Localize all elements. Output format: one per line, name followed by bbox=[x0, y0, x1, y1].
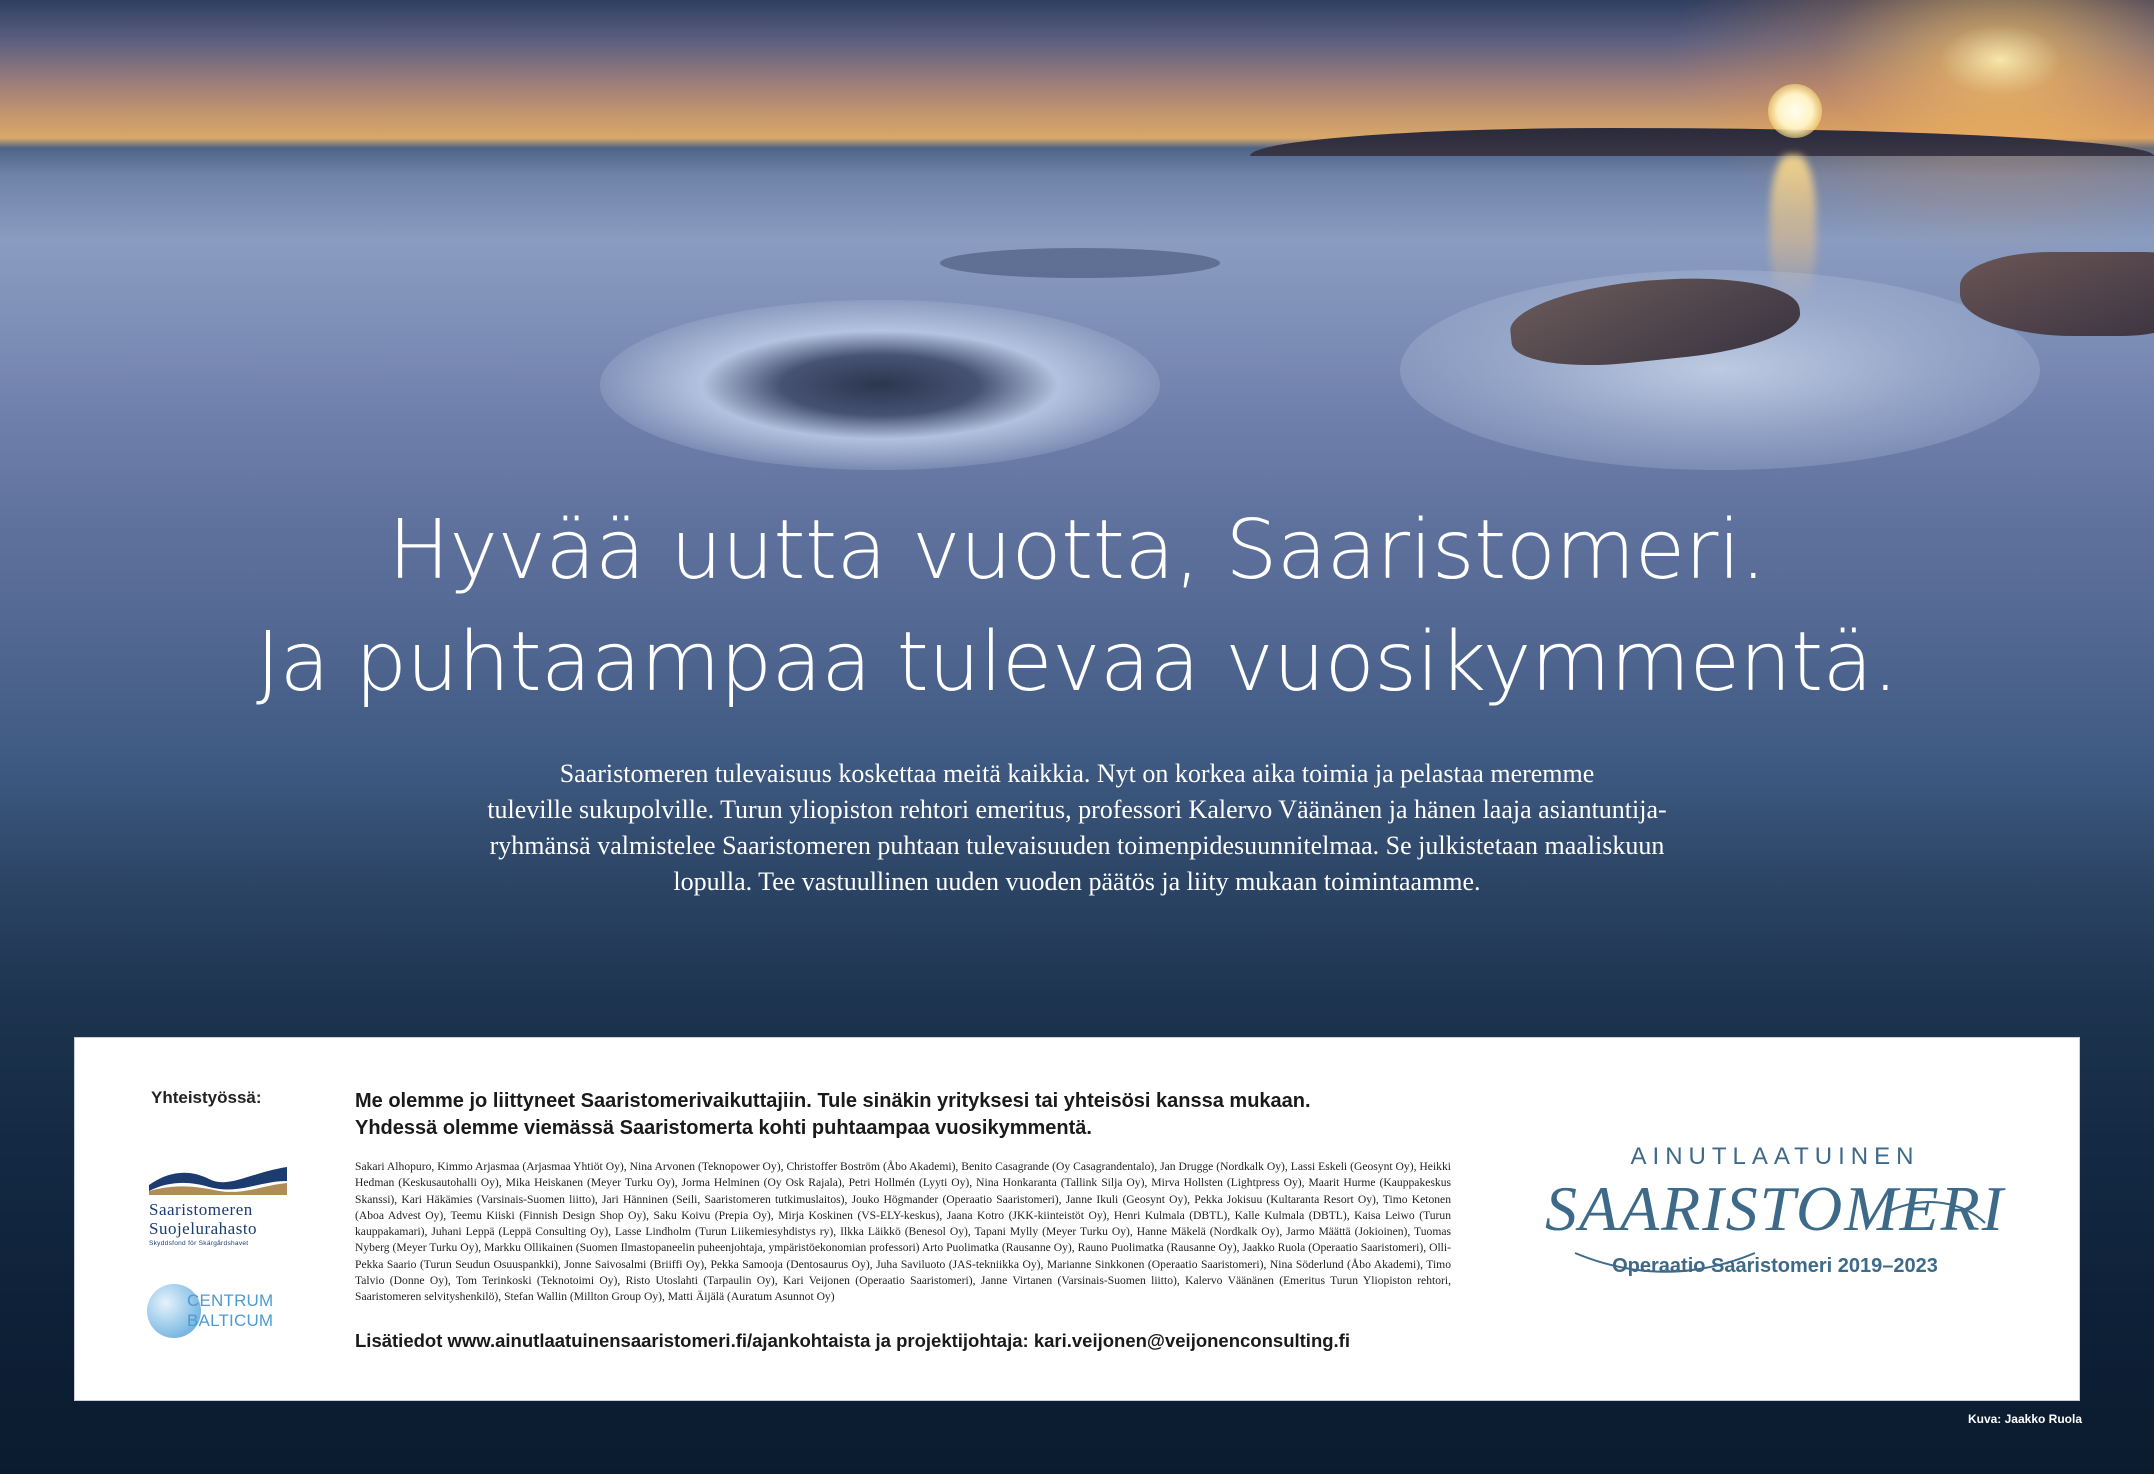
join-line: Yhdessä olemme viemässä Saaristomerta kohti puhtaampaa vuosikymmentä. bbox=[355, 1117, 1092, 1139]
logo-subtext: Skyddsfond för Skärgårdshavet bbox=[149, 1240, 249, 1247]
logo-text-line: BALTICUM bbox=[187, 1311, 274, 1330]
sun bbox=[1768, 84, 1822, 138]
headline-line: Ja puhtaampaa tulevaa vuosikymmentä. bbox=[256, 615, 1898, 710]
intro-line: ryhmänsä valmistelee Saaristomeren puhtaan tulevaisuuden toimenpidesuunnitelmaa. Se julkistetaan maaliskuun bbox=[489, 831, 1665, 860]
logo-text-line: CENTRUM bbox=[187, 1291, 274, 1310]
headline-line: Hyvää uutta vuotta, Saaristomeri. bbox=[388, 503, 1766, 598]
join-title bbox=[355, 1088, 1475, 1142]
brand-name: SAARISTOMERI bbox=[1544, 1173, 2006, 1244]
join-line: Me olemme jo liittyneet Saaristomerivaikuttajiin. Tule sinäkin yrityksesi tai yhteisösi kanssa mukaan. bbox=[355, 1090, 1311, 1112]
cooperation-label: Yhteistyössä: bbox=[151, 1088, 262, 1107]
swoosh-icon bbox=[1555, 1183, 1995, 1283]
ainutlaatuinen-saaristomeri-logo bbox=[1515, 1143, 2035, 1278]
saaristomeren-suojelurahasto-logo bbox=[149, 1161, 299, 1247]
logo-text: Suojelurahasto bbox=[149, 1219, 258, 1238]
intro-line: Saaristomeren tulevaisuus koskettaa meitä kaikkia. Nyt on korkea aika toimia ja pelastaa meremme bbox=[559, 759, 1595, 788]
more-info: Lisätiedot www.ainutlaatuinensaaristomeri.fi/ajankohtaista ja projektijohtaja: kari.veijonen@veijonenconsulting.fi bbox=[355, 1330, 1350, 1351]
centrum-balticum-logo bbox=[147, 1284, 307, 1344]
photo-credit: Kuva: Jaakko Ruola bbox=[1967, 1412, 2082, 1426]
intro-line: tuleville sukupolville. Turun yliopiston rehtori emeritus, professori Kalervo Väänänen ja hänen laaja asiantuntija- bbox=[487, 795, 1667, 824]
headline bbox=[0, 495, 2154, 719]
intro-line: lopulla. Tee vastuullinen uuden vuoden päätös ja liity mukaan toimintaamme. bbox=[673, 867, 1481, 896]
ice-hole bbox=[600, 300, 1160, 470]
wave-logo-icon bbox=[149, 1161, 287, 1195]
ice-patch bbox=[940, 248, 1220, 278]
logo-text bbox=[187, 1291, 273, 1331]
brand-top: AINUTLAATUINEN bbox=[1630, 1143, 1920, 1170]
logo-text: Saaristomeren bbox=[149, 1200, 253, 1219]
brand-subtitle: Operaatio Saaristomeri 2019–2023 bbox=[1612, 1255, 1938, 1277]
info-panel bbox=[74, 1037, 2080, 1401]
member-list: Sakari Alhopuro, Kimmo Arjasmaa (Arjasmaa Yhtiöt Oy), Nina Arvonen (Teknopower Oy), Christoffer Boström (Åbo Akademi), Benito Casagrande (Oy Casagrandentalo), Jan Drugge (Nordkalk Oy), Lassi Eskeli (Geosynt Oy), Heikki Hedman (Keskusautohalli Oy), Mika Heiskanen (Meyer Turku Oy), Jorma Helminen (Oy Osk Rajala), Petri Hollmén (Lyyti Oy), Nina Honkaranta (Tallink Silja Oy), Mirva Hollsten (Lightpress Oy), Maarit Hurme (Kauppakeskus Skanssi), Kari Häkämies (Varsinais-Suomen liitto), Jari Hänninen (Seili, Saaristomeren tutkimuslaitos), Jouko Högmander (Operaatio Saaristomeri), Janne Ikuli (Geosynt Oy), Pekka Jokisuu (Kultaranta Resort Oy), Timo Ketonen (Aboa Advest Oy), Teemu Kiiski (Finnish Design Shop Oy), Saku Koivu (Prepia Oy), Mirja Koskinen (VS-ELY-keskus), Jaana Kotro (JKK-kiinteistöt Oy), Henri Kulmala (DBTL), Kalle Kulmala (DBTL), Kaisa Leiwo (Turun kauppakamari), Juhani Leppä (Leppä Consulting Oy), Lasse Lindholm (Turun Liikemiesyhdistys ry), Ilkka Läikkö (Benesol Oy), Tapani Mylly (Meyer Turku Oy), Hanne Mäkelä (Nordkalk Oy), Jarmo Määttä (Jokioinen), Tuomas Nyberg (Meyer Turku Oy), Markku Ollikainen (Suomen Ilmastopaneelin puheenjohtaja, ympäristöekonomian professori) Arto Puolimatka (Rausanne Oy), Rauno Puolimatka (Rausanne Oy), Jaakko Ruola (Operaatio Saaristomeri), Olli-Pekka Saario (Turun Seudun Osuuspankki), Jonne Saivosalmi (Briiffi Oy), Pekka Samooja (Dentosaurus Oy), Juha Saviluoto (JAS-tekniikka Oy), Marianne Sinkkonen (Operaatio Saaristomeri), Nina Söderlund (Åbo Akademi), Timo Talvio (Donne Oy), Tom Terinkoski (Teknotoimi Oy), Risto Utoslahti (Tarpaulin Oy), Kari Veijonen (Operaatio Saaristomeri), Janne Virtanen (Varsinais-Suomen liitto), Kalervo Väänänen (Emeritus Turun Yliopiston rehtori, Saaristomeren selvityshenkilö), Stefan Wallin (Millton Group Oy), Matti Äijälä (Auratum Asunnot Oy) bbox=[355, 1160, 1451, 1304]
intro-text bbox=[390, 756, 1764, 900]
